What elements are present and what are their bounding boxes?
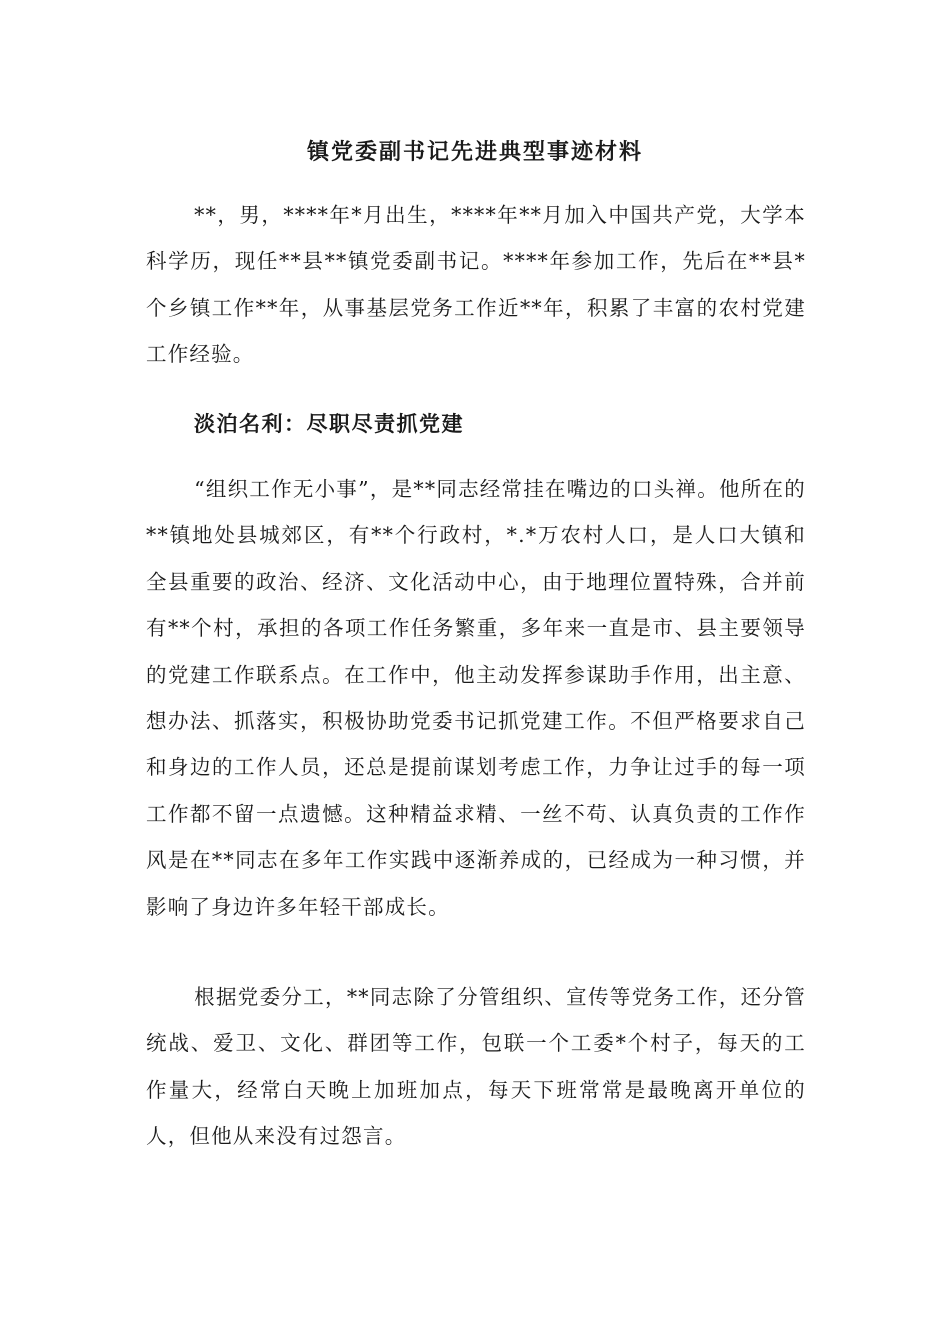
body-paragraph-1: “组织工作无小事”，是**同志经常挂在嘴边的口头禅。他所在的**镇地处县城郊区，有**个行政村，*.*万农村人口，是人口大镇和全县重要的政治、经济、文化活动中心，由于地理位置特殊，合并前有**个村，承担的各项工作任务繁重，多年来一直是市、县主要领导的党建工作联系点。在工作中，他主动发挥参谋助手作用，出主意、想办法、抓落实，积极协助党委书记抓党建工作。不但严格要求自己和身边的工作人员，还总是提前谋划考虑工作，力争让过手的每一项工作都不留一点遗憾。这种精益求精、一丝不苟、认真负责的工作作风是在**同志在多年工作实践中逐渐养成的，已经成为一种习惯，并影响了身边许多年轻干部成长。 bbox=[146, 477, 806, 919]
document-title: 镇党委副书记先进典型事迹材料 bbox=[306, 139, 643, 165]
intro-paragraph: **，男，****年*月出生，****年**月加入中国共产党，大学本科学历，现任**县**镇党委副书记。****年参加工作，先后在**县*个乡镇工作**年，从事基层党务工作近**年，积累了丰富的农村党建工作经验。 bbox=[146, 203, 806, 367]
section-heading: 淡泊名利：尽职尽责抓党建 bbox=[194, 411, 464, 436]
body-paragraph-2: 根据党委分工，**同志除了分管组织、宣传等党务工作，还分管统战、爱卫、文化、群团等工作，包联一个工委*个村子，每天的工作量大，经常白天晚上加班加点，每天下班常常是最晚离开单位的人，但他从来没有过怨言。 bbox=[146, 985, 806, 1149]
